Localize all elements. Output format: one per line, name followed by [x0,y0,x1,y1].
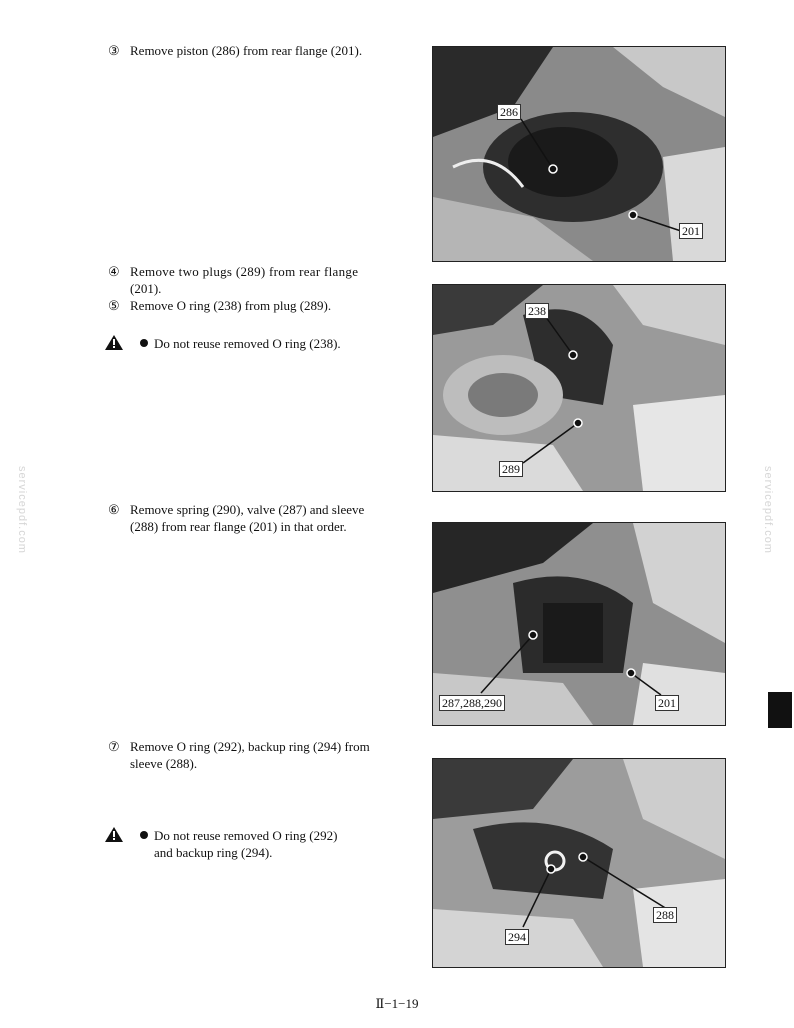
warning-triangle-icon [104,334,124,351]
photo-sleeve [432,522,726,726]
callout-label: 288 [653,907,677,923]
step-text: Remove O ring (292), backup ring (294) from [130,739,370,754]
callout-label: 238 [525,303,549,319]
callout-label: 289 [499,461,523,477]
callout-label: 294 [505,929,529,945]
photo-backup-ring [432,758,726,968]
warning-2 [104,826,337,861]
step-text-cont: (201). [130,281,162,296]
step-7 [108,738,408,772]
step-number: ④ [108,264,120,279]
warning-text: Do not reuse removed O ring (292) [154,828,338,843]
step-6 [108,501,408,535]
step-number: ⑤ [108,298,120,313]
section-tab-marker [768,692,792,728]
photo-piston [432,46,726,262]
callout-label: 201 [655,695,679,711]
warning-text-cont: and backup ring (294). [154,845,273,860]
step-text-cont: (288) from rear flange (201) in that order. [130,519,347,534]
step-number: ⑦ [108,739,120,754]
step-text: Remove spring (290), valve (287) and sleeve [130,502,365,517]
callout-label: 286 [497,104,521,120]
step-3 [108,42,362,59]
step-text: Remove piston (286) from rear flange (201). [130,43,363,58]
callout-label: 287,288,290 [439,695,505,711]
bullet [140,339,148,347]
bullet [140,831,148,839]
warning-triangle-icon [104,826,124,843]
step-text: Remove two plugs (289) from rear flange [130,264,359,279]
watermark-right: servicepdf.com [762,466,774,554]
step-text: Remove O ring (238) from plug (289). [130,298,332,313]
warning-1 [104,334,341,352]
callout-label: 201 [679,223,703,239]
step-number: ③ [108,43,120,58]
page-number: Ⅱ−1−19 [375,996,419,1011]
step-5 [108,297,331,314]
step-number: ⑥ [108,502,120,517]
step-4 [108,263,408,297]
photo-plug [432,284,726,492]
warning-text: Do not reuse removed O ring (238). [154,336,341,351]
step-text-cont: sleeve (288). [130,756,198,771]
watermark-left: servicepdf.com [16,466,28,554]
